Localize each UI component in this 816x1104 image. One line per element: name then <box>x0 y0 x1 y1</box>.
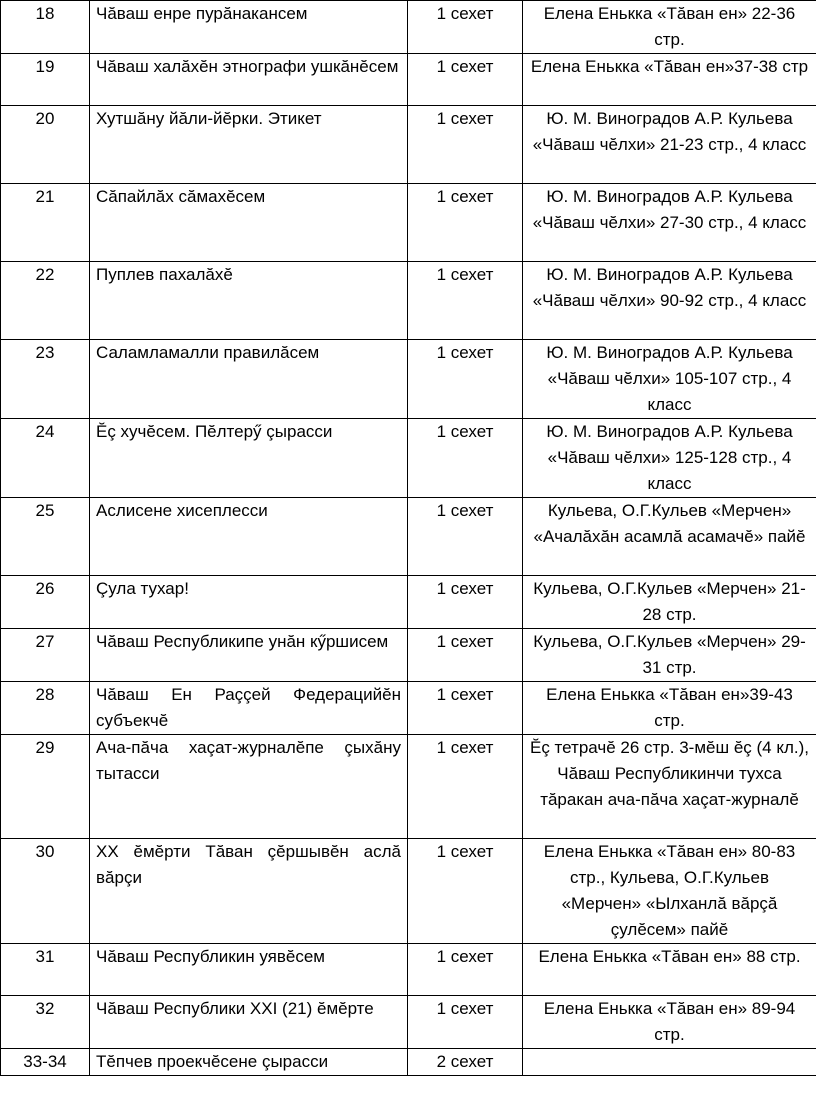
lesson-hours: 1 сехет <box>408 1 523 54</box>
lesson-hours: 1 сехет <box>408 54 523 106</box>
lesson-source: Елена Енькка «Тăван ен»39-43 стр. <box>523 682 816 735</box>
lesson-number: 22 <box>1 262 90 340</box>
lesson-source: Кульева, О.Г.Кульев «Мерчен» «Ачалăхăн асамлă асамачĕ» пайĕ <box>523 498 816 576</box>
lesson-source: Ю. М. Виноградов А.Р. Кульева «Чăваш чĕлхи» 90-92 стр., 4 класс <box>523 262 816 340</box>
lesson-topic: Чăваш Республикипе унăн кӳршисем <box>90 629 408 682</box>
lesson-topic: Саламламалли правилăсем <box>90 340 408 419</box>
lesson-hours: 1 сехет <box>408 576 523 629</box>
lesson-topic: Чăваш Ен Раççей Федерацийĕн субъекчĕ <box>90 682 408 735</box>
lesson-hours: 1 сехет <box>408 839 523 944</box>
table-row <box>1 839 816 944</box>
lesson-number: 20 <box>1 106 90 184</box>
table-row <box>1 576 816 629</box>
lesson-topic: Чăваш Республикин уявĕсем <box>90 944 408 996</box>
lesson-topic: Чăваш енре пурăнакансем <box>90 1 408 54</box>
lesson-source: Ю. М. Виноградов А.Р. Кульева «Чăваш чĕлхи» 27-30 стр., 4 класс <box>523 184 816 262</box>
lesson-hours: 1 сехет <box>408 106 523 184</box>
lesson-topic: Аслисене хисеплесси <box>90 498 408 576</box>
table-row <box>1 340 816 419</box>
table-row <box>1 184 816 262</box>
lesson-topic: Чăваш Республики XXI (21) ĕмĕрте <box>90 996 408 1049</box>
lesson-hours: 1 сехет <box>408 262 523 340</box>
lesson-hours: 1 сехет <box>408 682 523 735</box>
lesson-source: Елена Енькка «Тăван ен» 80-83 стр., Кульева, О.Г.Кульев «Мерчен» «Ылханлă вăрçă çулĕсем» пайĕ <box>523 839 816 944</box>
lesson-topic: Чăваш халăхĕн этнографи ушкăнĕсем <box>90 54 408 106</box>
lesson-number: 25 <box>1 498 90 576</box>
lesson-number: 23 <box>1 340 90 419</box>
lesson-hours: 1 сехет <box>408 996 523 1049</box>
lesson-number: 28 <box>1 682 90 735</box>
table-row <box>1 106 816 184</box>
table-row <box>1 944 816 996</box>
table-row <box>1 262 816 340</box>
lesson-source: Елена Енькка «Тăван ен» 89-94 стр. <box>523 996 816 1049</box>
lesson-hours: 1 сехет <box>408 498 523 576</box>
lesson-hours: 1 сехет <box>408 184 523 262</box>
table-row <box>1 1 816 54</box>
table-row <box>1 629 816 682</box>
lesson-source <box>523 1049 816 1076</box>
lesson-hours: 1 сехет <box>408 944 523 996</box>
lesson-topic: XX ĕмĕрти Тăван çĕршывĕн аслă вăрçи <box>90 839 408 944</box>
table-row <box>1 498 816 576</box>
table-row <box>1 1049 816 1076</box>
lesson-topic: Пуплев пахалăхĕ <box>90 262 408 340</box>
lesson-source: Елена Енькка «Тăван ен»37-38 стр <box>523 54 816 106</box>
lesson-hours: 1 сехет <box>408 629 523 682</box>
table-row <box>1 996 816 1049</box>
lesson-number: 19 <box>1 54 90 106</box>
lesson-topic: Ача-пăча хаçат-журналĕпе çыхăну тытасси <box>90 735 408 839</box>
lesson-number: 26 <box>1 576 90 629</box>
lesson-topic: Тĕпчев проекчĕсене çырасси <box>90 1049 408 1076</box>
lesson-number: 21 <box>1 184 90 262</box>
table-row <box>1 735 816 839</box>
lesson-hours: 1 сехет <box>408 419 523 498</box>
lesson-hours: 1 сехет <box>408 735 523 839</box>
lesson-topic: Хутшăну йăли-йĕрки. Этикет <box>90 106 408 184</box>
lesson-hours: 1 сехет <box>408 340 523 419</box>
lesson-source: Кульева, О.Г.Кульев «Мерчен» 29-31 стр. <box>523 629 816 682</box>
lesson-number: 32 <box>1 996 90 1049</box>
lesson-number: 24 <box>1 419 90 498</box>
table-body <box>1 1 816 1076</box>
table-row <box>1 682 816 735</box>
lesson-number: 27 <box>1 629 90 682</box>
lesson-number: 18 <box>1 1 90 54</box>
lesson-topic: Сăпайлăх сăмахĕсем <box>90 184 408 262</box>
table-row <box>1 419 816 498</box>
lesson-topic: Ĕç хучĕсем. Пĕлтерӳ çырасси <box>90 419 408 498</box>
table-row <box>1 54 816 106</box>
lesson-source: Елена Енькка «Тăван ен» 88 стр. <box>523 944 816 996</box>
lesson-topic: Çула тухар! <box>90 576 408 629</box>
lesson-number: 30 <box>1 839 90 944</box>
lesson-source: Ю. М. Виноградов А.Р. Кульева «Чăваш чĕлхи» 125-128 стр., 4 класс <box>523 419 816 498</box>
lesson-number: 31 <box>1 944 90 996</box>
lesson-hours: 2 сехет <box>408 1049 523 1076</box>
lesson-source: Кульева, О.Г.Кульев «Мерчен» 21-28 стр. <box>523 576 816 629</box>
lesson-number: 29 <box>1 735 90 839</box>
lesson-source: Ю. М. Виноградов А.Р. Кульева «Чăваш чĕлхи» 21-23 стр., 4 класс <box>523 106 816 184</box>
lesson-source: Ю. М. Виноградов А.Р. Кульева «Чăваш чĕлхи» 105-107 стр., 4 класс <box>523 340 816 419</box>
lesson-number: 33-34 <box>1 1049 90 1076</box>
lesson-source: Елена Енькка «Тăван ен» 22-36 стр. <box>523 1 816 54</box>
lesson-source: Ĕç тетрачĕ 26 стр. 3-мĕш ĕç (4 кл.), Чăваш Республикинчи тухса тăракан ача-пăча хаçат-журналĕ <box>523 735 816 839</box>
